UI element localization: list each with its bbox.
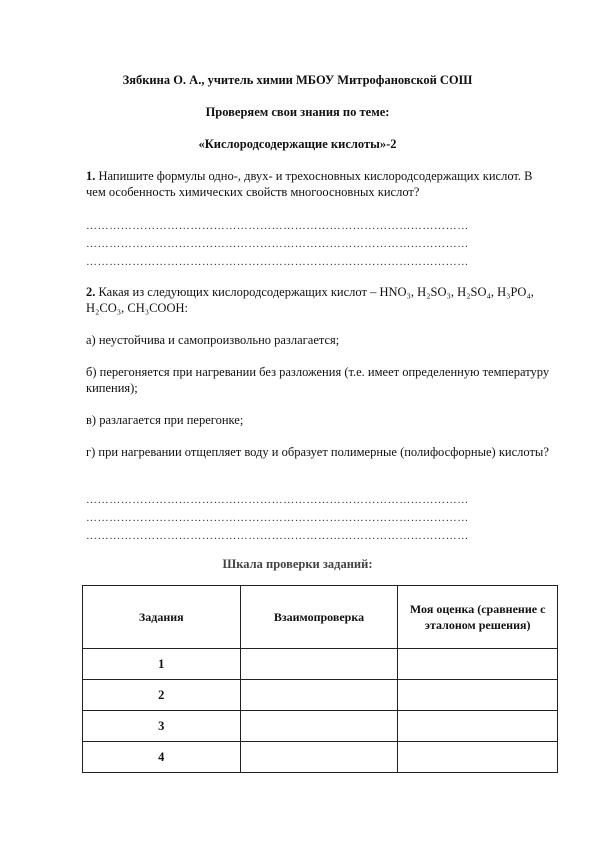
option-a: а) неустойчива и самопроизвольно разлагается; [86, 333, 340, 347]
my-grade-cell[interactable] [398, 711, 558, 742]
task-number: 1 [83, 649, 241, 680]
answer-line-5: ……………………………………………………………………………………… [86, 512, 469, 524]
table-header-row [83, 586, 558, 649]
table-row [83, 680, 558, 711]
task-number: 2 [83, 680, 241, 711]
assessment-table [82, 585, 558, 773]
topic-title: «Кислородсодержащие кислоты»-2 [198, 137, 397, 151]
table-row [83, 649, 558, 680]
header-peer-check: Взаимопроверка [240, 586, 398, 649]
question-1 [86, 168, 552, 200]
option-d: г) при нагревании отщепляет воду и образует полимерные (полифосфорные) кислоты? [86, 445, 549, 459]
peer-check-cell[interactable] [240, 649, 398, 680]
my-grade-cell[interactable] [398, 649, 558, 680]
answer-line-2: ……………………………………………………………………………………… [86, 238, 469, 250]
answer-line-6: ……………………………………………………………………………………… [86, 530, 469, 542]
question-1-text: Напишите формулы одно-, двух- и трехосновных кислородсодержащих кислот. В чем особенность химических свойств многоосновных кислот? [86, 169, 533, 199]
question-2-number: 2. [86, 285, 96, 299]
answer-line-4: ……………………………………………………………………………………… [86, 494, 469, 506]
header-tasks: Задания [83, 586, 241, 649]
option-c: в) разлагается при перегонке; [86, 413, 244, 427]
peer-check-cell[interactable] [240, 680, 398, 711]
my-grade-cell[interactable] [398, 680, 558, 711]
task-number: 3 [83, 711, 241, 742]
table-row [83, 742, 558, 773]
my-grade-cell[interactable] [398, 742, 558, 773]
question-1-number: 1. [86, 169, 96, 183]
scale-title: Шкала проверки заданий: [222, 557, 373, 571]
peer-check-cell[interactable] [240, 711, 398, 742]
option-b: б) перегоняется при нагревании без разложения (т.е. имеет определенную температуру кипения); [86, 365, 550, 395]
subtitle: Проверяем свои знания по теме: [205, 105, 390, 119]
acid-list: HNO₃, H₂SO₃, H₂SO₄, H₃PO₄, H₂CO₃, CH₃COOH: [86, 285, 534, 315]
header-my-grade: Моя оценка (сравнение с эталоном решения) [398, 586, 558, 649]
answer-line-3: ……………………………………………………………………………………… [86, 256, 469, 268]
peer-check-cell[interactable] [240, 742, 398, 773]
table-row [83, 711, 558, 742]
question-2 [86, 284, 552, 316]
author-line: Зябкина О. А., учитель химии МБОУ Митрофановской СОШ [122, 73, 473, 87]
question-2-text: Какая из следующих кислородсодержащих кислот – [95, 285, 380, 299]
task-number: 4 [83, 742, 241, 773]
answer-line-1: ……………………………………………………………………………………… [86, 220, 469, 232]
